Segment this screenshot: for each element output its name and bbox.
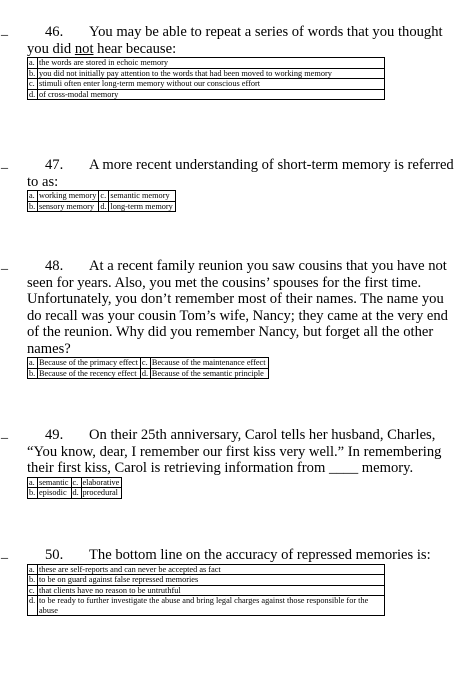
option-letter: d.: [28, 89, 38, 100]
answer-blank: _: [1, 426, 8, 441]
option-letter: b.: [28, 68, 38, 79]
option-text: sensory memory: [38, 201, 99, 212]
option-text: Because of the semantic principle: [150, 368, 268, 379]
answer-blank: _: [1, 257, 8, 272]
option-letter: d.: [140, 368, 150, 379]
option-text: these are self-reports and can never be accepted as fact: [38, 564, 385, 575]
option-row: [28, 58, 385, 69]
option-letter: b.: [28, 201, 38, 212]
option-text: stimuli often enter long-term memory without our conscious effort: [38, 79, 385, 90]
question-number: 46.: [45, 24, 64, 40]
option-text: Because of the recency effect: [38, 368, 141, 379]
option-letter: d.: [28, 596, 38, 616]
option-row: [28, 89, 385, 100]
option-row: [28, 575, 385, 586]
options-table: [27, 564, 385, 617]
stem-text: At a recent family reunion you saw cousins that you have not seen for years. Also, you met the cousins’ spouses for the first time. Unfortunately, you don’t remember most of their names. The name you do recall was your cousin Tom’s wife, Nancy; they came at the very end of the reunion. Why did you remember Nancy, but forget all the other names?: [27, 258, 448, 357]
option-letter: a.: [28, 477, 38, 488]
option-letter: c.: [140, 358, 150, 369]
option-text: episodic: [38, 488, 72, 499]
option-text: Because of the maintenance effect: [150, 358, 268, 369]
option-letter: c.: [99, 191, 109, 202]
option-row: [28, 488, 122, 499]
question-number: 48.: [45, 258, 64, 274]
question-49: [0, 427, 462, 499]
option-letter: c.: [28, 79, 38, 90]
option-text: procedural: [81, 488, 122, 499]
option-letter: b.: [28, 368, 38, 379]
options-table: [27, 190, 176, 212]
option-row: [28, 596, 385, 616]
options-table: [27, 477, 122, 499]
answer-blank: _: [1, 156, 8, 171]
stem-text-end: hear because:: [93, 40, 177, 57]
stem-text: On their 25th anniversary, Carol tells her husband, Charles, “You know, dear, I remember our first kiss very well.” In remembering their first kiss, Carol is retrieving information from ____ memory.: [27, 427, 442, 476]
option-letter: d.: [99, 201, 109, 212]
options-table: [27, 357, 269, 379]
option-row: [28, 201, 176, 212]
option-text: you did not initially pay attention to the words that had been moved to working memory: [38, 68, 385, 79]
option-letter: a.: [28, 58, 38, 69]
question-47: [0, 157, 462, 212]
stem-text: You may be able to repeat a series of words that you thought you did: [27, 24, 443, 57]
option-text: to be on guard against false repressed memories: [38, 575, 385, 586]
question-number: 47.: [45, 157, 64, 173]
question-stem: [27, 157, 456, 190]
option-letter: b.: [28, 575, 38, 586]
option-row: [28, 477, 122, 488]
option-letter: a.: [28, 358, 38, 369]
question-stem: [27, 427, 456, 477]
option-letter: a.: [28, 191, 38, 202]
option-text: of cross-modal memory: [38, 89, 385, 100]
question-46: [0, 24, 462, 100]
option-text: elaborative: [81, 477, 122, 488]
option-row: [28, 79, 385, 90]
option-text: semantic: [38, 477, 72, 488]
option-text: the words are stored in echoic memory: [38, 58, 385, 69]
option-row: [28, 191, 176, 202]
option-text: that clients have no reason to be untruthful: [38, 585, 385, 596]
option-letter: a.: [28, 564, 38, 575]
question-48: [0, 258, 462, 379]
option-row: [28, 358, 269, 369]
question-number: 49.: [45, 427, 64, 443]
stem-underlined: not: [74, 40, 94, 57]
option-text: Because of the primacy effect: [38, 358, 141, 369]
option-text: long-term memory: [109, 201, 175, 212]
option-row: [28, 564, 385, 575]
option-letter: c.: [71, 477, 81, 488]
answer-blank: _: [1, 23, 8, 38]
option-row: [28, 368, 269, 379]
option-row: [28, 68, 385, 79]
option-text: semantic memory: [109, 191, 175, 202]
question-stem: [27, 24, 456, 57]
option-row: [28, 585, 385, 596]
question-50: [0, 547, 462, 616]
stem-text: A more recent understanding of short-term memory is referred to as:: [27, 157, 454, 190]
stem-text: The bottom line on the accuracy of repressed memories is:: [89, 547, 431, 563]
question-stem: [27, 547, 456, 564]
option-letter: d.: [71, 488, 81, 499]
question-number: 50.: [45, 547, 64, 563]
option-text: working memory: [38, 191, 99, 202]
option-letter: c.: [28, 585, 38, 596]
options-table: [27, 57, 385, 100]
option-text: to be ready to further investigate the abuse and bring legal charges against those responsible for the abuse: [38, 596, 385, 616]
answer-blank: _: [1, 546, 8, 561]
question-stem: [27, 258, 456, 357]
option-letter: b.: [28, 488, 38, 499]
